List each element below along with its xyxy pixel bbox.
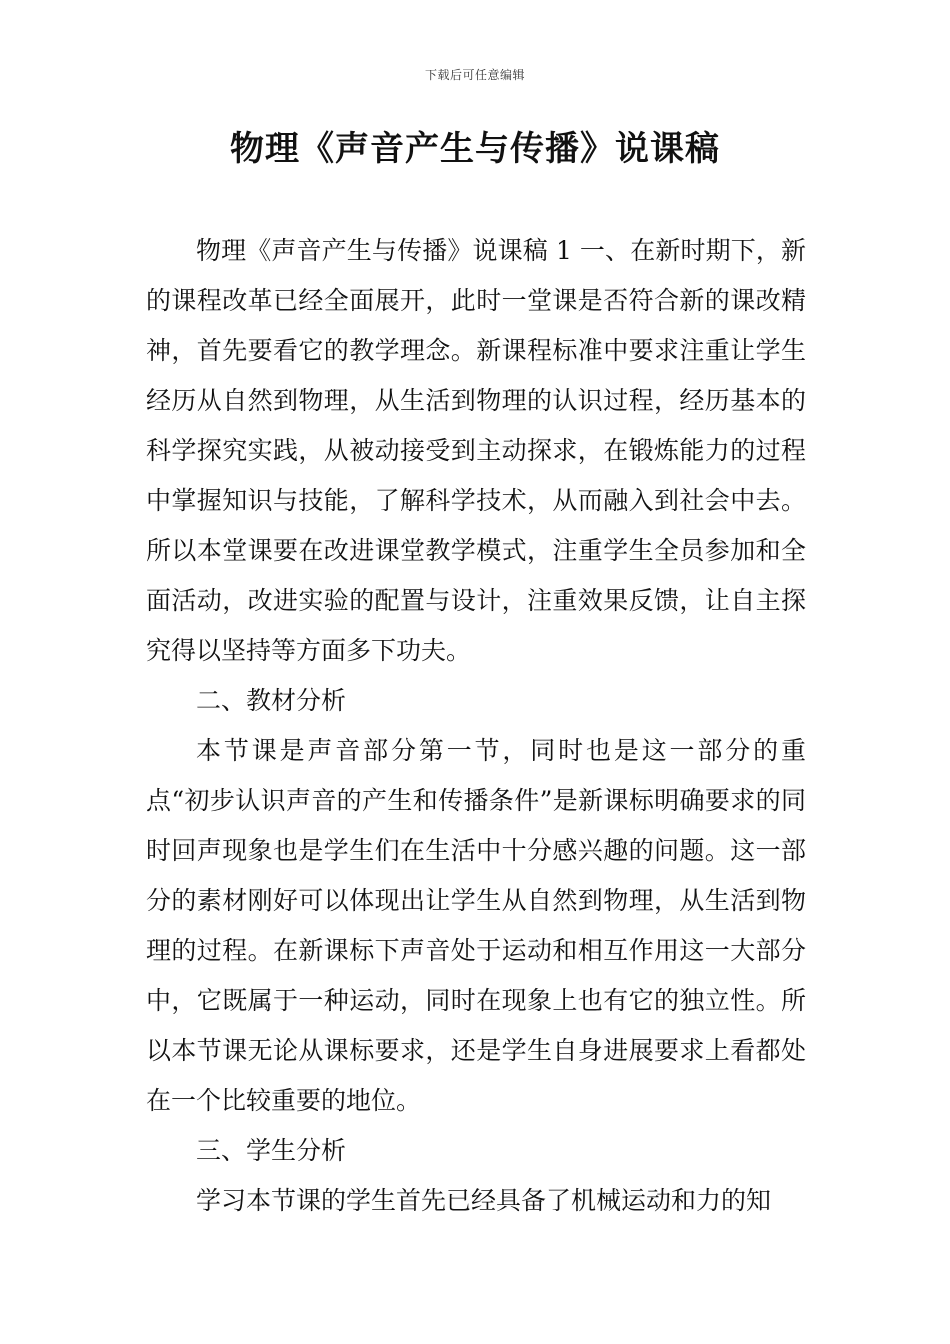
- paragraph-textbook-analysis: 本节课是声音部分第一节，同时也是这一部分的重点“初步认识声音的产生和传播条件”是新课标明确要求的同时回声现象也是学生们在生活中十分感兴趣的问题。这一部分的素材刚好可以体现出让学生从自然到物理，从生活到物理的过程。在新课标下声音处于运动和相互作用这一大部分中，它既属于一种运动，同时在现象上也有它的独立性。所以本节课无论从课标要求，还是学生自身进展要求上看都处在一个比较重要的地位。: [146, 736, 806, 1115]
- page-title: 物理《声音产生与传播》说课稿: [230, 129, 720, 169]
- header-note: 下载后可任意编辑: [424, 68, 525, 82]
- paragraph-intro: 物理《声音产生与传播》说课稿 1 一、在新时期下，新的课程改革已经全面展开，此时一堂课是否符合新的课改精神，首先要看它的教学理念。新课程标准中要求注重让学生经历从自然到物理，从生活到物理的认识过程，经历基本的科学探究实践，从被动接受到主动探求，在锻炼能力的过程中掌握知识与技能，了解科学技术，从而融入到社会中去。所以本堂课要在改进课堂教学模式，注重学生全员参加和全面活动，改进实验的配置与设计，注重效果反馈，让自主探究得以坚持等方面多下功夫。: [146, 236, 806, 665]
- section-heading-student-analysis: 三、学生分析: [196, 1136, 347, 1165]
- paragraph-student-analysis: 学习本节课的学生首先已经具备了机械运动和力的知: [196, 1186, 772, 1215]
- section-heading-textbook-analysis: 二、教材分析: [196, 686, 347, 715]
- document-body: [146, 226, 806, 1226]
